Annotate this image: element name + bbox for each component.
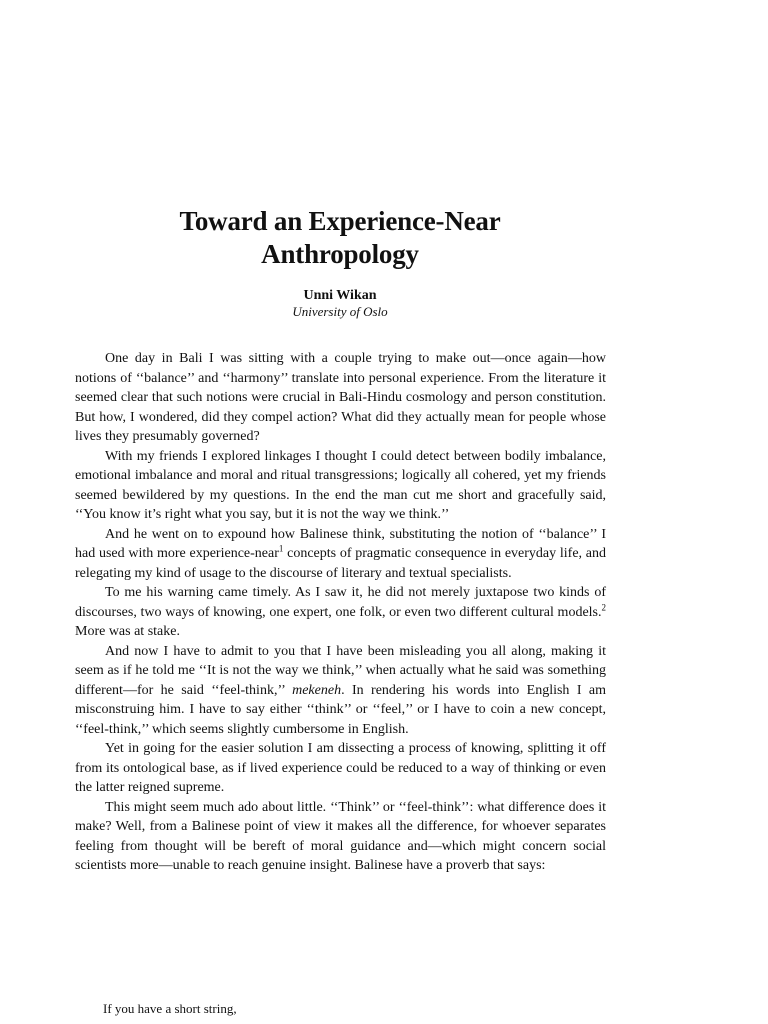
paragraph-4 bbox=[75, 583, 606, 642]
paragraph-4-text-a: To me his warning came timely. As I saw it, he did not merely juxtapose two kinds of discourses, two ways of knowing, one expert, one folk, or even two different cultural models. bbox=[75, 585, 606, 620]
paragraph-2: With my friends I explored linkages I thought I could detect between bodily imbalance, emotional imbalance and moral and ritual transgressions; logically all cohered, yet my friends seemed bewildered by my questions. In the end the man cut me short and gracefully said, ‘‘You know it’s right what you say, but it is not the way we think.’’ bbox=[75, 448, 606, 522]
article-title bbox=[60, 205, 620, 271]
article-body bbox=[75, 349, 606, 876]
paragraph-7: This might seem much ado about little. ‘‘Think’’ or ‘‘feel-think’’: what difference does it make? Well, from a Balinese point of view it makes all the difference, for whoever separates feeling from thought will be bereft of moral guidance and—which might concern social scientists more—unable to reach genuine insight. Balinese have a proverb that says: bbox=[75, 799, 606, 873]
proverb-verse-line: If you have a short string, bbox=[103, 1001, 237, 1016]
author-name: Unni Wikan bbox=[303, 288, 377, 303]
paragraph-5-text-a: And now I have to admit to you that I have been misleading you all along, making it seem as if he told me ‘‘It is not the way we think,’’ when actually what he said was something different—for he said ‘‘feel-think,’’ bbox=[75, 643, 606, 698]
article-title-line-2: Anthropology bbox=[261, 239, 419, 269]
paragraph-3-text-b: concepts of pragmatic consequence in everyday life, and relegating my kind of usage to the discourse of literary and textual specialists. bbox=[75, 546, 606, 581]
paragraph-6: Yet in going for the easier solution I am dissecting a process of knowing, splitting it off from its ontological base, as if lived experience could be reduced to a way of thinking or even the latter reigned supreme. bbox=[75, 741, 606, 795]
footnote-ref-1[interactable]: 1 bbox=[278, 543, 284, 554]
balinese-term: mekeneh bbox=[292, 682, 342, 698]
author-affiliation: University of Oslo bbox=[292, 304, 388, 319]
paragraph-5 bbox=[75, 642, 606, 740]
article-title-line-1: Toward an Experience-Near bbox=[179, 206, 501, 236]
paragraph-5-text-b: . In rendering his words into English I am misconstruing him. I have to say either ‘‘think’’ or ‘‘feel,’’ or I have to coin a new concept, ‘‘feel-think,’’ which seems slightly cumbersome in English. bbox=[75, 682, 607, 737]
footnote-ref-2[interactable]: 2 bbox=[601, 601, 606, 612]
paragraph-3-text-a: And he went on to expound how Balinese think, substituting the notion of ‘‘balance’’ I had used with more experience-near bbox=[75, 526, 606, 561]
paragraph-1: One day in Bali I was sitting with a couple trying to make out—once again—how notions of ‘‘balance’’ and ‘‘harmony’’ translate into personal experience. From the literature it seemed clear that such notions were crucial in Bali-Hindu cosmology and person constitution. But how, I wondered, did they compel action? What did they actually mean for people whose lives they presumably governed? bbox=[75, 351, 606, 444]
paragraph-4-text-b: More was at stake. bbox=[75, 624, 180, 639]
paragraph-3 bbox=[75, 525, 606, 584]
